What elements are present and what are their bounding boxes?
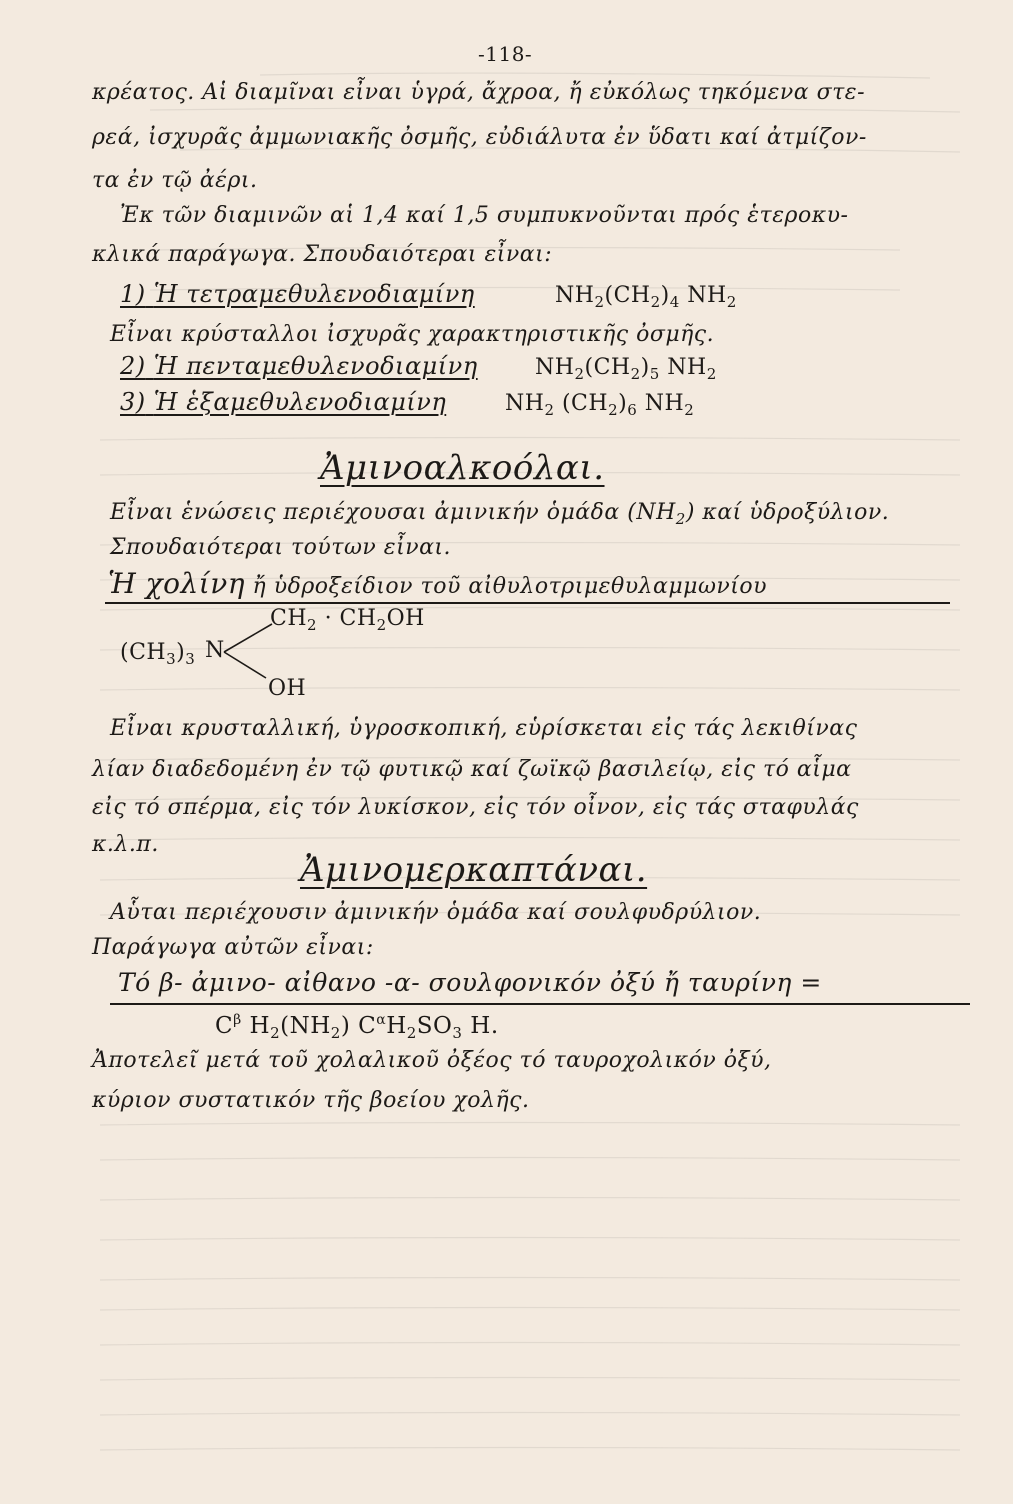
choline-formula-left: $(CH_3)_3$	[120, 640, 196, 668]
section2-description: Αὗται περιέχουσιν ἀμινικήν ὁμάδα καί σουλφυδρύλιον.	[110, 900, 762, 925]
text-line: κύριον συστατικόν τῆς βοείου χολῆς.	[92, 1088, 530, 1113]
section-title-aminoalcohols: Ἀμινοαλκοόλαι.	[320, 448, 605, 488]
section-title-aminomercaptans: Ἀμινομερκαπτάναι.	[300, 850, 648, 890]
section2-intro: Παράγωγα αὐτῶν εἶναι:	[92, 935, 374, 960]
item-number: 1)	[120, 280, 146, 308]
text-line: τα ἐν τῷ ἀέρι.	[92, 168, 258, 193]
item-name: Ἡ πενταμεθυλενοδιαμίνη	[153, 352, 478, 380]
diamine-formula-3: $NH_2$ $(CH_2)_6$ $NH_2$	[505, 391, 695, 419]
diamine-item-2	[120, 352, 478, 380]
choline-formula-n: N	[205, 638, 225, 663]
section1-intro: Σπουδαιότεραι τούτων εἶναι.	[110, 535, 452, 560]
diamine-item-3	[120, 388, 446, 416]
divider	[105, 602, 950, 604]
text-line: Ἐκ τῶν διαμινῶν αἱ 1,4 καί 1,5 συμπυκνοῦνται πρός ἑτεροκυ-	[120, 203, 849, 228]
diamine-formula-2: $NH_2(CH_2)_5$ $NH_2$	[535, 355, 717, 383]
text-line: κλικά παράγωγα. Σπουδαιότεραι εἶναι:	[92, 242, 553, 267]
choline-formula-lower: OH	[268, 676, 307, 701]
text-line: κρέατος. Αἱ διαμῖναι εἶναι ὑγρά, ἄχροα, ἤ εὐκόλως τηκόμενα στε-	[92, 80, 866, 105]
item-name: Ἡ ἑξαμεθυλενοδιαμίνη	[153, 388, 447, 416]
choline-heading	[108, 567, 767, 600]
item-number: 2)	[120, 352, 146, 380]
taurine-heading: Τό β- ἀμινο- αἰθανο -α- σουλφονικόν ὀξύ ἤ ταυρίνη =	[118, 968, 822, 997]
diamine-note: Εἶναι κρύσταλλοι ἰσχυρᾶς χαρακτηριστικῆς ὀσμῆς.	[110, 322, 715, 347]
choline-formula-upper: $CH_2 \cdot CH_2OH$	[270, 606, 425, 634]
taurine-formula: $C^\beta$ $H_2(NH_2)$ $C^\alpha H_2SO_3$ H.	[215, 1012, 499, 1042]
choline-description: ἤ ὑδροξείδιον τοῦ αἰθυλοτριμεθυλαμμωνίου	[252, 574, 768, 599]
text-line: εἰς τό σπέρμα, εἰς τόν λυκίσκον, εἰς τόν οἶνον, εἰς τάς σταφυλάς	[92, 795, 859, 820]
page-number: -118-	[478, 42, 533, 66]
text-line: λίαν διαδεδομένη ἐν τῷ φυτικῷ καί ζωϊκῷ βασιλείῳ, εἰς τό αἷμα	[92, 757, 852, 782]
section1-description: Εἶναι ἑνώσεις περιέχουσαι ἀμινικήν ὁμάδα $(NH_2)$ καί ὑδροξύλιον.	[110, 500, 890, 528]
diamine-item-1	[120, 280, 475, 308]
text-line: Εἶναι κρυσταλλική, ὑγροσκοπική, εὑρίσκεται εἰς τάς λεκιθίνας	[110, 716, 858, 741]
text-line: κ.λ.π.	[92, 832, 159, 857]
item-number: 3)	[120, 388, 146, 416]
divider	[110, 1003, 970, 1005]
text-line: ρεά, ἰσχυρᾶς ἀμμωνιακῆς ὀσμῆς, εὐδιάλυτα ἐν ὕδατι καί ἀτμίζον-	[92, 125, 867, 150]
text-line: Ἀποτελεῖ μετά τοῦ χολαλικοῦ ὀξέος τό ταυροχολικόν ὀξύ,	[92, 1048, 772, 1073]
choline-name: Ἡ χολίνη	[108, 567, 246, 600]
item-name: Ἡ τετραμεθυλενοδιαμίνη	[153, 280, 475, 308]
diamine-formula-1: $NH_2(CH_2)_4$ $NH_2$	[555, 283, 737, 311]
